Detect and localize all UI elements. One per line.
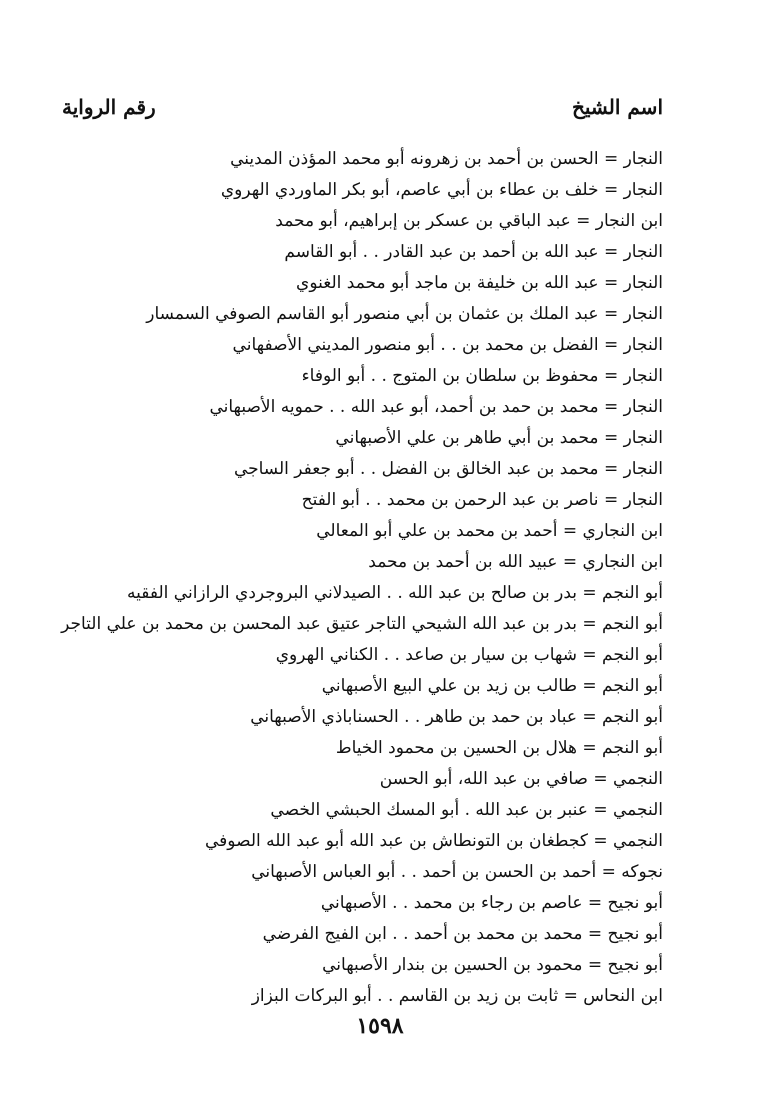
entry-line: النجار = ناصر بن عبد الرحمن بن محمد . . أبو الفتح <box>301 490 663 510</box>
entry-line: النجار = الفضل بن محمد بن . . أبو منصور المديني الأصفهاني <box>232 335 663 355</box>
entry-line: أبو نجيح = عاصم بن رجاء بن محمد . . الأصبهاني <box>320 893 663 913</box>
shaykh-entries-list <box>23 144 663 1012</box>
narration-number-header: رقم الرواية <box>62 95 156 119</box>
entry-line: النجار = محمد بن أبي طاهر بن علي الأصبهاني <box>335 428 663 448</box>
entry-line: النجار = محمد بن حمد بن أحمد، أبو عبد الله . . حمويه الأصبهاني <box>209 397 663 417</box>
entry-line: النجمي = كجطغان بن التونطاش بن عبد الله أبو عبد الله الصوفي <box>205 831 663 851</box>
entry-line: ابن النجاري = أحمد بن محمد بن علي أبو المعالي <box>316 521 663 541</box>
entry-line: النجمي = صافي بن عبد الله، أبو الحسن <box>379 769 663 789</box>
entry-line: نجوكه = أحمد بن الحسن بن أحمد . . أبو العباس الأصبهاني <box>251 862 663 882</box>
entry-line: أبو النجم = هلال بن الحسين بن محمود الخياط <box>335 738 663 758</box>
entry-line: النجار = عبد الملك بن عثمان بن أبي منصور أبو القاسم الصوفي السمسار <box>146 304 663 324</box>
entry-line: النجار = محمد بن عبد الخالق بن الفضل . . أبو جعفر الساجي <box>233 459 663 479</box>
entry-line: ابن النجار = عبد الباقي بن عسكر بن إبراهيم، أبو محمد <box>275 211 663 231</box>
entry-line: النجار = خلف بن عطاء بن أبي عاصم، أبو بكر الماوردي الهروي <box>220 180 663 200</box>
entry-line: ابن النحاس = ثابت بن زيد بن القاسم . . أبو البركات البزاز <box>251 986 663 1006</box>
entry-line: النجار = الحسن بن أحمد بن زهرونه أبو محمد المؤذن المديني <box>230 149 663 169</box>
entry-line: ابن النجاري = عبيد الله بن أحمد بن محمد <box>368 552 663 572</box>
entry-line: أبو النجم = طالب بن زيد بن علي البيع الأصبهاني <box>321 676 663 696</box>
entry-line: أبو النجم = بدر بن صالح بن عبد الله . . الصيدلاني البروجردي الرازاني الفقيه <box>127 583 663 603</box>
shaykh-name-header: اسم الشيخ <box>571 95 663 119</box>
entry-line: أبو النجم = عباد بن حمد بن طاهر . . الحسناباذي الأصبهاني <box>250 707 663 727</box>
entry-line: النجار = عبد الله بن خليفة بن ماجد أبو محمد الغنوي <box>296 273 663 293</box>
entry-line: النجار = عبد الله بن أحمد بن عبد القادر . . أبو القاسم <box>284 242 663 262</box>
entry-line: النجمي = عنبر بن عبد الله . أبو المسك الحبشي الخصي <box>270 800 663 820</box>
entry-line: أبو النجم = شهاب بن سيار بن صاعد . . الكناني الهروي <box>275 645 663 665</box>
entry-line: النجار = محفوظ بن سلطان بن المتوج . . أبو الوفاء <box>301 366 663 386</box>
entry-line: أبو نجيح = محمد بن محمد بن أحمد . . ابن الفيج الفرضي <box>262 924 663 944</box>
page-number: ١٥٩٨ <box>356 1013 404 1039</box>
entry-line: أبو النجم = بدر بن عبد الله الشيحي التاجر عتيق عبد المحسن بن محمد بن علي التاجر <box>61 614 663 634</box>
entry-line: أبو نجيح = محمود بن الحسين بن بندار الأصبهاني <box>322 955 663 975</box>
